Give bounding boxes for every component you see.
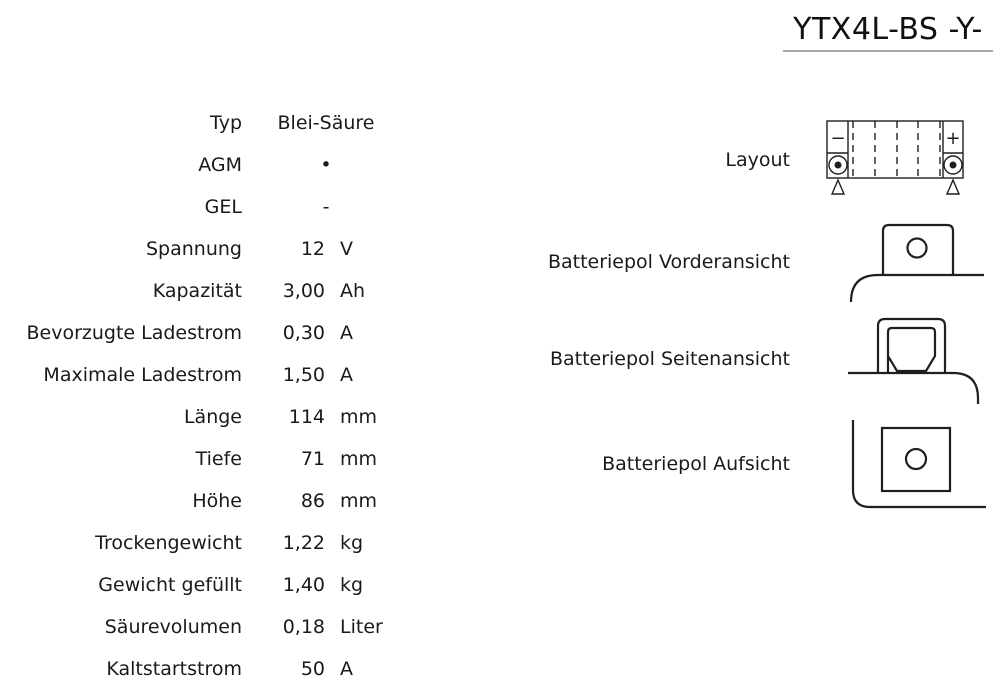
spec-row bbox=[10, 354, 410, 396]
left-vent-triangle-icon bbox=[832, 180, 844, 194]
spec-row-value: 0,18 bbox=[282, 616, 325, 638]
spec-row-unit: Ah bbox=[340, 280, 366, 302]
spec-row bbox=[10, 564, 410, 606]
spec-table bbox=[10, 102, 410, 690]
spec-row-unit: mm bbox=[340, 406, 378, 428]
spec-row-unit: Liter bbox=[340, 616, 383, 638]
spec-row-label: Tiefe bbox=[195, 448, 242, 470]
spec-row-unit: A bbox=[340, 658, 353, 680]
spec-row-value: - bbox=[322, 196, 330, 218]
spec-row bbox=[10, 480, 410, 522]
spec-row-unit: mm bbox=[340, 490, 378, 512]
terminal-top-view-label: Batteriepol Aufsicht bbox=[602, 453, 790, 475]
spec-row-unit: V bbox=[340, 238, 353, 260]
spec-row-unit: A bbox=[340, 364, 353, 386]
spec-row-unit: kg bbox=[340, 532, 364, 554]
minus-terminal-label: − bbox=[830, 128, 846, 149]
spec-row-value: 1,22 bbox=[282, 532, 325, 554]
spec-row-unit: kg bbox=[340, 574, 364, 596]
spec-row-value: 50 bbox=[300, 658, 325, 680]
spec-row-label: Spannung bbox=[146, 238, 242, 260]
spec-row-label: Gewicht gefüllt bbox=[98, 574, 242, 596]
spec-row-label: Typ bbox=[210, 112, 242, 134]
terminal-side-view-icon bbox=[845, 314, 985, 408]
spec-row-unit: mm bbox=[340, 448, 378, 470]
spec-row bbox=[10, 186, 410, 228]
spec-row-label: Länge bbox=[183, 406, 242, 428]
spec-row bbox=[10, 522, 410, 564]
layout-label: Layout bbox=[725, 149, 790, 171]
spec-row-value: 3,00 bbox=[282, 280, 325, 302]
spec-row-label: Maximale Ladestrom bbox=[43, 364, 242, 386]
spec-row-value: 86 bbox=[300, 490, 325, 512]
spec-row-value: Blei-Säure bbox=[277, 112, 375, 134]
spec-row-label: Höhe bbox=[192, 490, 242, 512]
spec-row bbox=[10, 606, 410, 648]
spec-row bbox=[10, 648, 410, 690]
spec-row bbox=[10, 144, 410, 186]
terminal-top-view-icon bbox=[845, 414, 990, 512]
spec-row-label: Kapazität bbox=[152, 280, 242, 302]
spec-row bbox=[10, 102, 410, 144]
spec-row-label: AGM bbox=[198, 154, 242, 176]
right-vent-triangle-icon bbox=[947, 180, 959, 194]
spec-row-label: Trockengewicht bbox=[95, 532, 242, 554]
spec-row-value: 0,30 bbox=[282, 322, 325, 344]
spec-row-value: • bbox=[320, 154, 332, 176]
plus-terminal-label: + bbox=[945, 128, 961, 149]
spec-row bbox=[10, 270, 410, 312]
spec-row-value: 71 bbox=[300, 448, 325, 470]
spec-row bbox=[10, 228, 410, 270]
spec-row-value: 1,40 bbox=[282, 574, 325, 596]
terminal-front-view-label: Batteriepol Vorderansicht bbox=[547, 251, 790, 273]
spec-row-label: Kaltstartstrom bbox=[106, 658, 242, 680]
spec-row-value: 1,50 bbox=[282, 364, 325, 386]
spec-row-value: 114 bbox=[288, 406, 325, 428]
spec-row bbox=[10, 438, 410, 480]
battery-layout-icon bbox=[820, 112, 972, 204]
page-title: YTX4L-BS -Y- bbox=[783, 13, 993, 52]
spec-row bbox=[10, 312, 410, 354]
spec-row-value: 12 bbox=[300, 238, 325, 260]
spec-row-label: Säurevolumen bbox=[104, 616, 242, 638]
spec-row-label: GEL bbox=[204, 196, 242, 218]
spec-row-label: Bevorzugte Ladestrom bbox=[26, 322, 242, 344]
terminal-side-view-label: Batteriepol Seitenansicht bbox=[549, 348, 790, 370]
spec-row bbox=[10, 396, 410, 438]
terminal-front-view-icon bbox=[845, 218, 987, 306]
spec-row-unit: A bbox=[340, 322, 353, 344]
